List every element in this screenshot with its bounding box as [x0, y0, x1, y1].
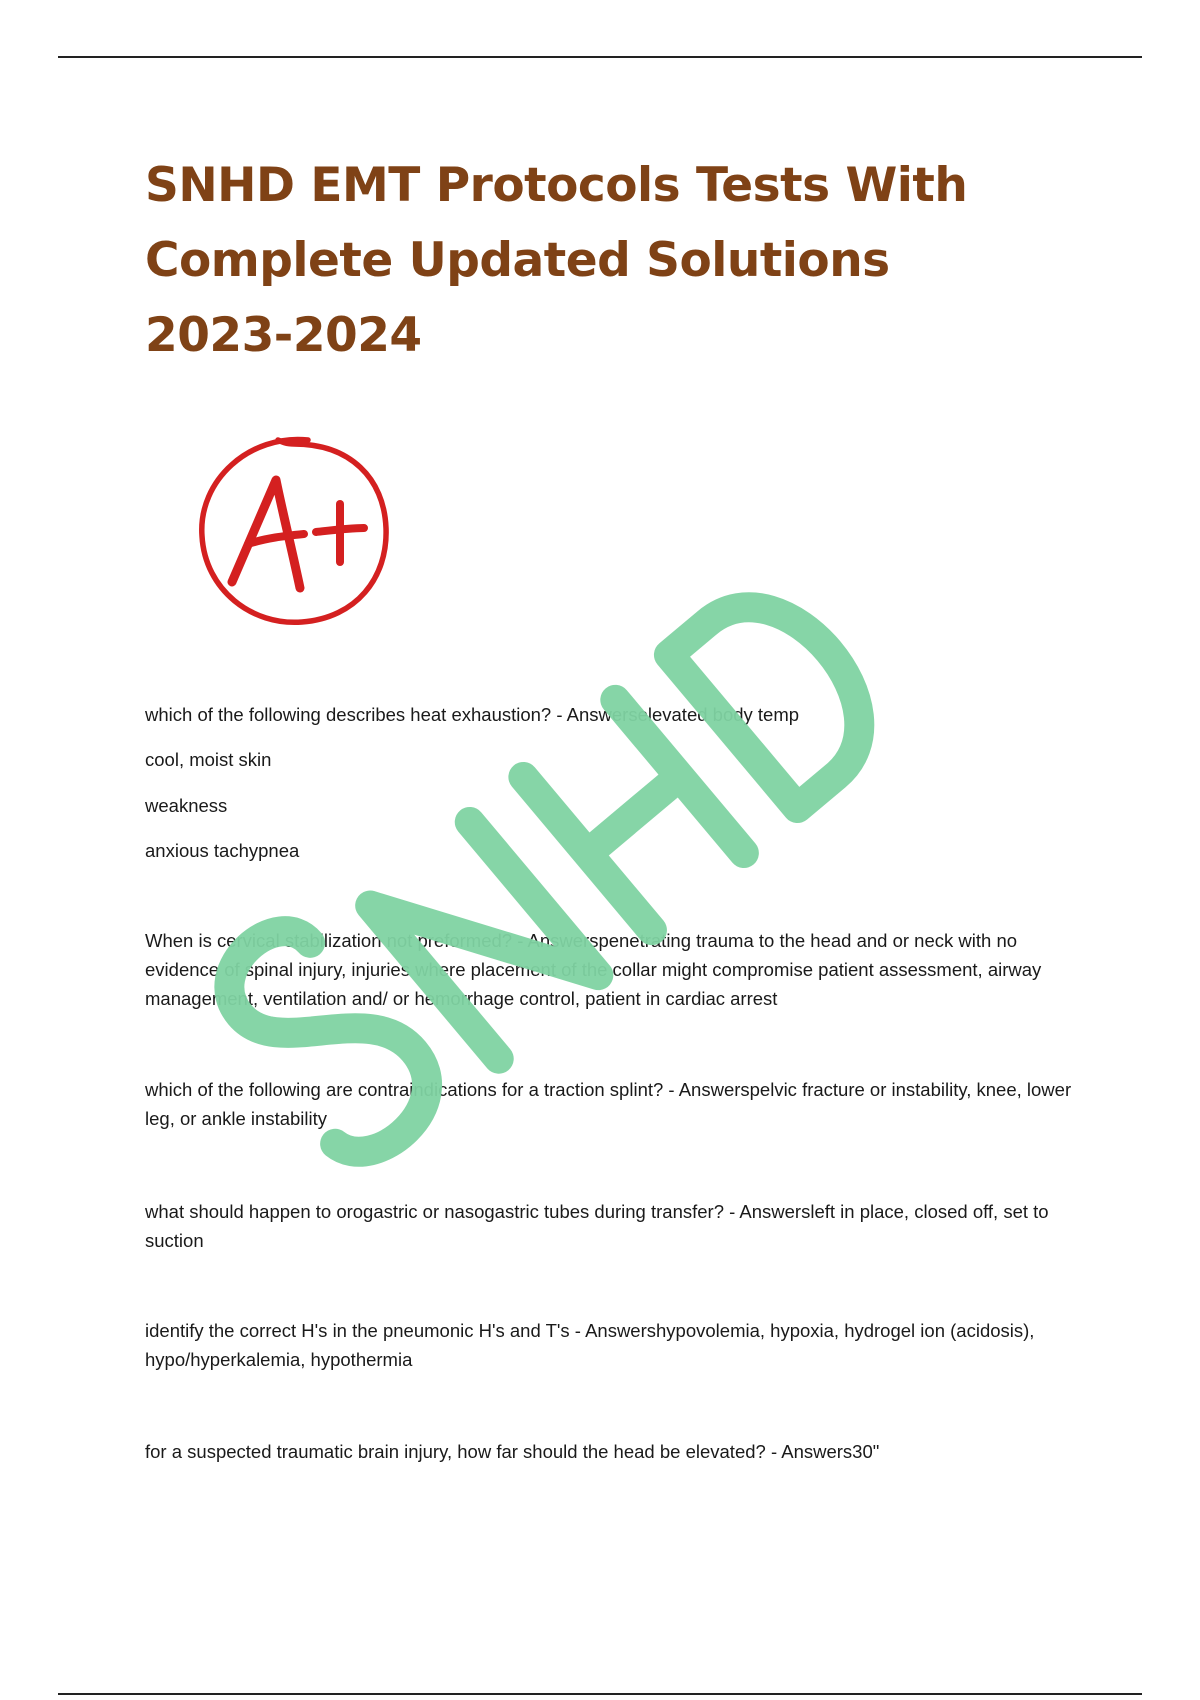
grade-badge	[190, 432, 410, 632]
top-rule	[58, 56, 1142, 58]
qa-item-9: for a suspected traumatic brain injury, how far should the head be elevated? - Answers30"	[145, 1441, 880, 1462]
qa-item-1: which of the following describes heat exhaustion? - Answerselevated body temp	[145, 704, 800, 725]
a-plus-grade-icon	[190, 432, 410, 632]
watermark-label: SNHD	[200, 520, 203, 521]
qa-item-4: anxious tachypnea	[145, 840, 300, 861]
qa-item-6: which of the following are contraindications for a traction splint? - Answerspelvic fracture or instability, knee, lower leg, or ankle instability	[145, 1079, 1072, 1129]
bottom-rule	[58, 1693, 1142, 1695]
document-title: SNHD EMT Protocols Tests With Complete Updated Solutions 2023-2024	[145, 158, 968, 363]
qa-item-8: identify the correct H's in the pneumonic H's and T's - Answershypovolemia, hypoxia, hydrogel ion (acidosis), hypo/hyperkalemia, hypothermia	[145, 1320, 1035, 1370]
qa-item-5: When is cervical stabilization not preformed? - Answerspenetrating trauma to the head and or neck with no evidence of spinal injury, injuries where placement of the collar might compromise patient assessment, airway management, ventilation and/ or hemorrhage control, patient in cardiac arrest	[145, 930, 1042, 1009]
qa-item-2: cool, moist skin	[145, 749, 272, 770]
badge-label: A+	[190, 432, 192, 433]
qa-item-7: what should happen to orogastric or nasogastric tubes during transfer? - Answersleft in place, closed off, set to suction	[145, 1201, 1049, 1251]
qa-item-3: weakness	[145, 795, 228, 816]
